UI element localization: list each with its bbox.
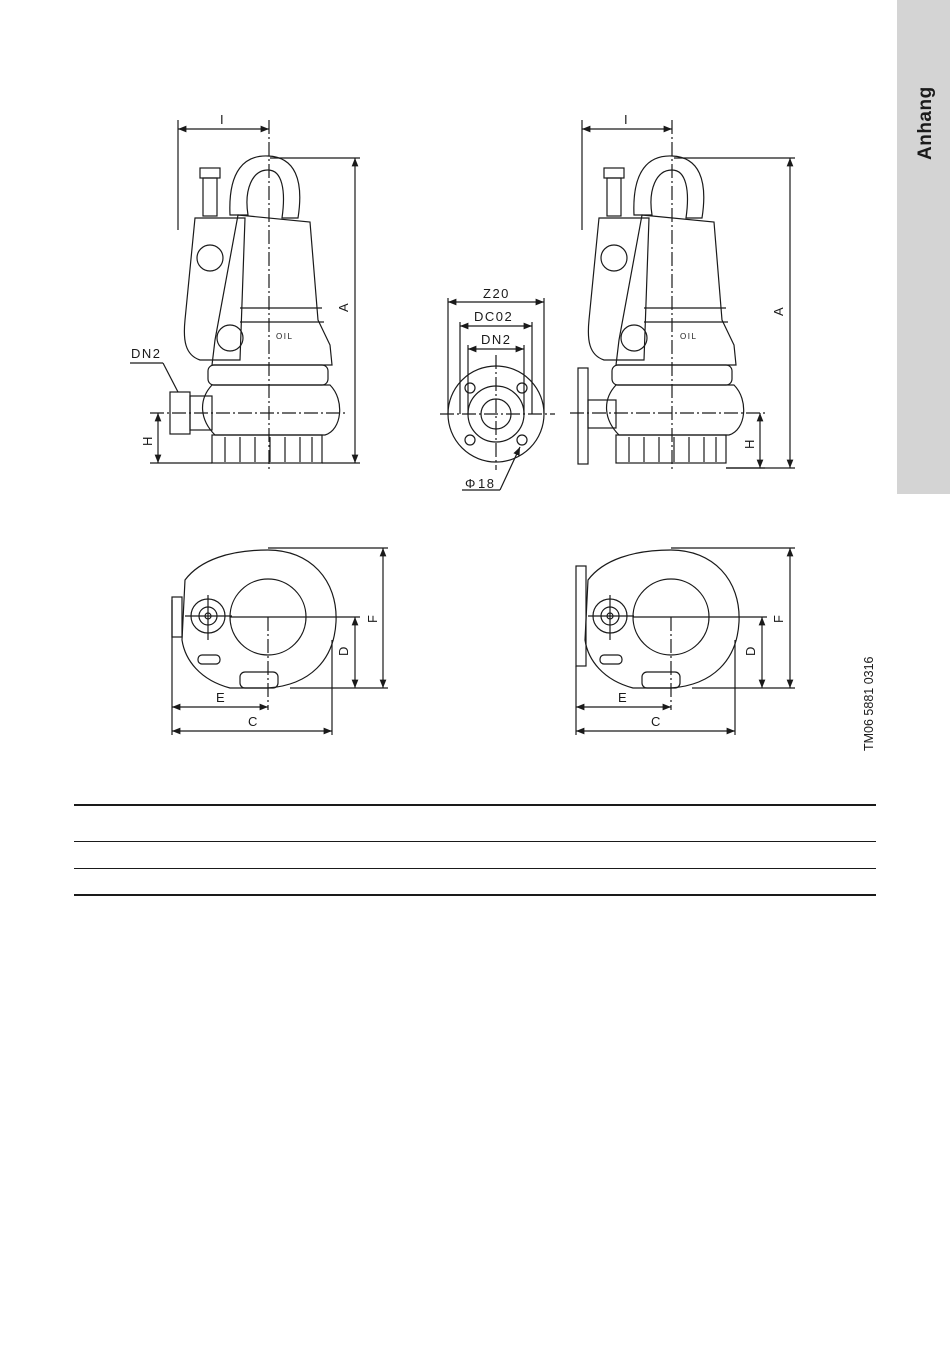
table-top-rule (74, 804, 876, 806)
dim-label-f: F (365, 613, 380, 623)
pump-top-view-right (576, 548, 795, 735)
pump-top-view-left (172, 548, 388, 735)
dim-label-dc02: DC02 (474, 309, 514, 324)
dim-label-h-right: H (742, 438, 757, 449)
dim-label-e: E (216, 690, 227, 705)
dim-label-d: D (336, 645, 351, 656)
figure-code: TM06 5881 0316 (862, 656, 876, 751)
dim-label-dn2: DN2 (131, 346, 162, 361)
dim-label-phi18: 18 (478, 476, 496, 491)
side-tab-label: Anhang (915, 86, 936, 160)
dim-label-h: H (140, 435, 155, 446)
dim-label-i-right: I (624, 112, 630, 127)
dim-label-a: A (336, 301, 351, 312)
oil-label-right: OIL (680, 332, 698, 341)
dim-label-a-right: A (771, 305, 786, 316)
flange-view (440, 298, 555, 490)
dim-label-z20: Z20 (483, 286, 510, 301)
dim-label-i: I (220, 112, 226, 127)
oil-label: OIL (276, 332, 294, 341)
dim-label-d-right: D (743, 645, 758, 656)
dim-label-c: C (248, 714, 259, 729)
phi-symbol: Φ (465, 476, 477, 491)
dim-label-dn2-flange: DN2 (481, 332, 512, 347)
table-row-rule (74, 868, 876, 869)
dim-label-f-right: F (771, 613, 786, 623)
pump-side-view-left (130, 120, 360, 470)
dim-label-c-right: C (651, 714, 662, 729)
table-bottom-rule (74, 894, 876, 896)
pump-side-view-right (570, 120, 795, 470)
table-row-rule (74, 841, 876, 842)
dim-label-e-right: E (618, 690, 629, 705)
